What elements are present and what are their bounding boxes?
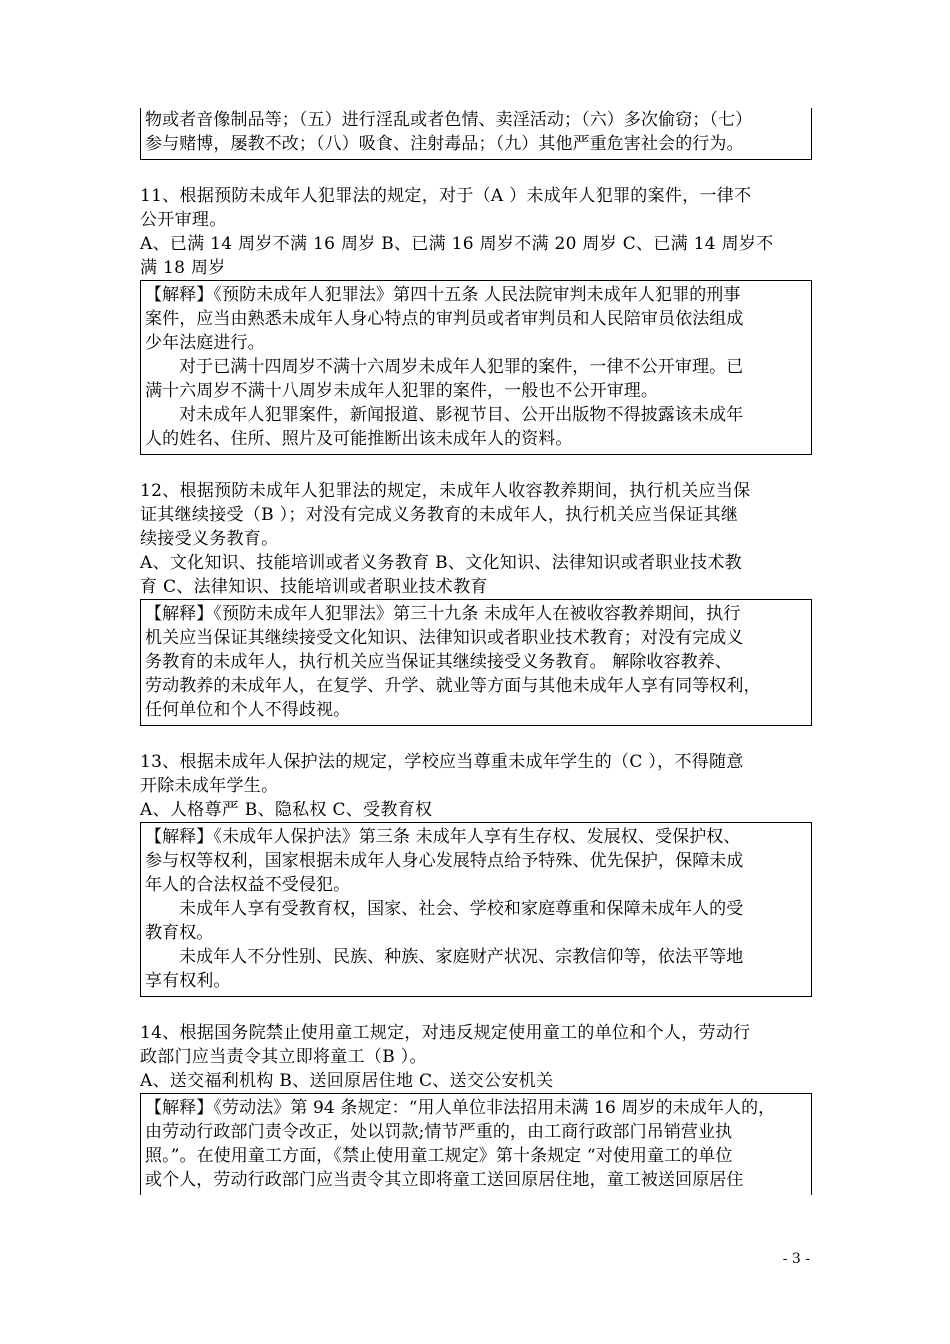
question-text: 12、根据预防未成年人犯罪法的规定，未成年人收容教养期间，执行机关应当保 [140,481,751,501]
page-number: - 3 - [782,1251,810,1267]
explanation-line: 【解释】《预防未成年人犯罪法》第四十五条 人民法院审判未成年人犯罪的刑事 [145,285,741,305]
explanation-box [140,280,812,455]
explanation-box-continued [140,108,812,160]
explanation-line: 任何单位和个人不得歧视。 [145,700,351,720]
explanation-line: 未成年人享有受教育权，国家、社会、学校和家庭尊重和保障未成年人的受 [179,899,744,919]
explanation-box [140,599,812,726]
question-text: 14、根据国务院禁止使用童工规定，对违反规定使用童工的单位和个人，劳动行 [140,1023,751,1043]
explanation-line: 参与赌博，屡教不改；（八）吸食、注射毒品；（九）其他严重危害社会的行为。 [145,134,744,154]
explanation-line: 劳动教养的未成年人，在复学、升学、就业等方面与其他未成年人享有同等权利， [145,676,761,696]
explanation-line: 照。”。在使用童工方面，《禁止使用童工规定》第十条规定 “对使用童工的单位 [145,1146,733,1166]
question-text: 13、根据未成年人保护法的规定，学校应当尊重未成年学生的（C ），不得随意 [140,752,744,772]
explanation-box [140,822,812,997]
options-text: A、人格尊严 B、隐私权 C、受教育权 [140,800,433,820]
explanation-line: 由劳动行政部门责令改正，处以罚款;情节严重的，由工商行政部门吊销营业执 [145,1122,733,1142]
explanation-line: 【解释】《劳动法》第 94 条规定：“用人单位非法招用未满 16 周岁的未成年人的， [145,1098,776,1118]
question-text: 11、根据预防未成年人犯罪法的规定，对于（A ）未成年人犯罪的案件，一律不 [140,186,752,206]
explanation-line: 对于已满十四周岁不满十六周岁未成年人犯罪的案件，一律不公开审理。已 [179,357,744,377]
question-text: 续接受义务教育。 [140,529,279,549]
options-text: A、已满 14 周岁不满 16 周岁 B、已满 16 周岁不满 20 周岁 C、已满 14 周岁不 [140,234,774,254]
question-text: 证其继续接受（B ）；对没有完成义务教育的未成年人，执行机关应当保证其继 [140,505,739,525]
explanation-line: 物或者音像制品等；（五）进行淫乱或者色情、卖淫活动；（六）多次偷窃；（七） [145,110,753,130]
explanation-line: 年人的合法权益不受侵犯。 [145,875,351,895]
question-13 [140,750,812,997]
explanation-line: 【解释】《预防未成年人犯罪法》第三十九条 未成年人在被收容教养期间，执行 [145,604,741,624]
explanation-line: 对未成年人犯罪案件，新闻报道、影视节目、公开出版物不得披露该未成年 [179,405,744,425]
explanation-line: 未成年人不分性别、民族、种族、家庭财产状况、宗教信仰等，依法平等地 [179,947,744,967]
explanation-line: 人的姓名、住所、照片及可能推断出该未成年人的资料。 [145,429,573,449]
options-text: 育 C、法律知识、技能培训或者职业技术教育 [140,577,488,597]
explanation-line: 教育权。 [145,923,214,943]
question-text: 政部门应当责令其立即将童工（B ）。 [140,1047,427,1067]
options-text: A、文化知识、技能培训或者义务教育 B、文化知识、法律知识或者职业技术教 [140,553,742,573]
explanation-box [140,1093,812,1195]
options-text: A、送交福利机构 B、送回原居住地 C、送交公安机关 [140,1071,554,1091]
explanation-line: 满十六周岁不满十八周岁未成年人犯罪的案件，一般也不公开审理。 [145,381,658,401]
explanation-line: 或个人，劳动行政部门应当责令其立即将童工送回原居住地，童工被送回原居住 [145,1170,744,1190]
options-text: 满 18 周岁 [140,258,226,278]
explanation-line: 案件，应当由熟悉未成年人身心特点的审判员或者审判员和人民陪审员依法组成 [145,309,744,329]
explanation-line: 务教育的未成年人，执行机关应当保证其继续接受义务教育。 解除收容教养、 [145,652,732,672]
explanation-line: 【解释】《未成年人保护法》第三条 未成年人享有生存权、发展权、受保护权、 [145,827,741,847]
explanation-line: 参与权等权利，国家根据未成年人身心发展特点给予特殊、优先保护，保障未成 [145,851,744,871]
question-12 [140,479,812,726]
question-text: 开除未成年学生。 [140,776,279,796]
question-14 [140,1021,812,1195]
page-content [140,108,812,1195]
question-text: 公开审理。 [140,210,227,230]
explanation-line: 机关应当保证其继续接受文化知识、法律知识或者职业技术教育；对没有完成义 [145,628,744,648]
explanation-line: 享有权利。 [145,971,231,991]
explanation-line: 少年法庭进行。 [145,333,265,353]
question-11 [140,184,812,455]
